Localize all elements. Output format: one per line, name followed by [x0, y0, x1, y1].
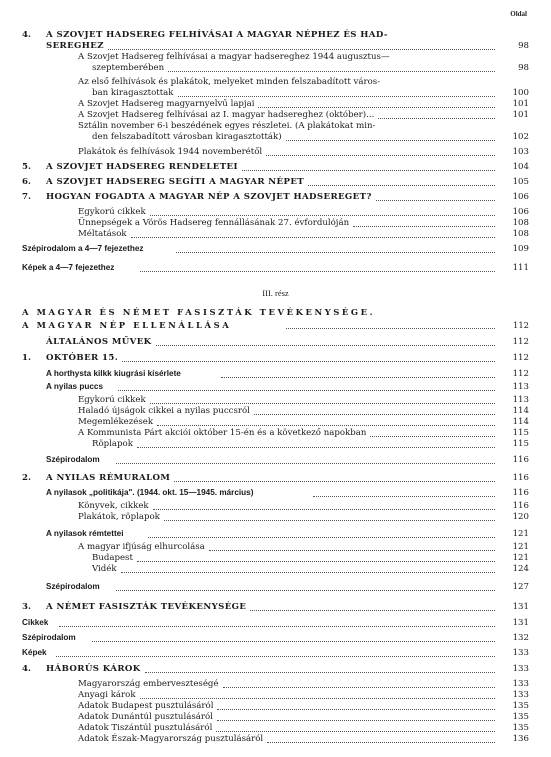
entry-title: HÁBORÚS KÁROK — [46, 664, 141, 674]
leader-dots — [308, 185, 495, 186]
leader-dots — [376, 200, 495, 201]
toc-entry — [0, 601, 551, 613]
chapter-number: 2. — [22, 473, 31, 483]
toc-entry — [0, 176, 551, 188]
page-number: 136 — [512, 734, 529, 744]
entry-title: A horthysta kilkk kiugrási kísérlete — [46, 369, 181, 378]
page-number: 132 — [512, 633, 529, 643]
toc-entry — [0, 243, 551, 255]
toc-entry — [0, 131, 551, 143]
toc-entry — [0, 191, 551, 203]
entry-title: Ünnepségek a Vörös Hadsereg fennállásának 27. évfordulóján — [78, 218, 350, 228]
entry-title: Anyagi károk — [78, 690, 136, 700]
leader-dots — [148, 537, 495, 538]
page-number: 100 — [512, 88, 529, 98]
leader-dots — [131, 237, 495, 238]
chapter-number: 3. — [22, 602, 31, 612]
leader-dots — [313, 496, 495, 497]
leader-dots — [56, 656, 495, 657]
leader-dots — [209, 550, 495, 551]
entry-title: HOGYAN FOGADTA A MAGYAR NÉP A SZOVJET HADSEREGET? — [46, 192, 372, 202]
entry-title: szeptemberében — [92, 63, 165, 73]
entry-title: Cikkek — [22, 618, 49, 627]
leader-dots — [353, 226, 495, 227]
entry-title: Szépirodalom — [46, 455, 100, 464]
toc-entry — [0, 617, 551, 629]
part-label: III. rész — [262, 288, 289, 298]
page-number: 121 — [512, 553, 529, 563]
chapter-number: 5. — [22, 162, 31, 172]
leader-dots — [137, 447, 495, 448]
entry-title: OKTÓBER 15. — [46, 353, 119, 363]
page-number: 111 — [512, 263, 529, 273]
toc-entry — [0, 62, 551, 74]
page-number: 112 — [513, 320, 529, 330]
page-number: 116 — [512, 455, 529, 465]
entry-title: A NYILAS RÉMURALOM — [46, 473, 171, 483]
page-number: 124 — [512, 564, 529, 574]
entry-title: A Szovjet Hadsereg magyarnyelvű lapjai — [78, 99, 255, 109]
page-number: 113 — [512, 382, 529, 392]
entry-title: A nyilas puccs — [46, 382, 104, 391]
entry-title: Könyvek, cikkek — [78, 501, 149, 511]
toc-entry — [0, 368, 551, 380]
leader-dots — [137, 561, 495, 562]
page-number: 121 — [512, 542, 529, 552]
entry-title: A NÉMET FASISZTÁK TEVÉKENYSÉGE — [46, 602, 247, 612]
leader-dots — [216, 731, 495, 732]
page-number: 133 — [512, 679, 529, 689]
entry-title: Egykorú cikkek — [78, 207, 146, 217]
leader-dots — [145, 672, 495, 673]
leader-dots — [168, 71, 495, 72]
entry-title: Méltatások — [78, 229, 127, 239]
entry-title: Szépirodalom — [46, 582, 100, 591]
page-number: 101 — [512, 99, 529, 109]
leader-dots — [150, 215, 495, 216]
leader-dots — [150, 403, 495, 404]
entry-title: Megemlékezések — [78, 417, 154, 427]
page-number: 108 — [512, 218, 529, 228]
page-number: 135 — [512, 701, 529, 711]
leader-dots — [266, 155, 495, 156]
entry-title: Adatok Dunántúl pusztulásáról — [78, 712, 213, 722]
page-number: 109 — [512, 244, 529, 254]
toc-entry — [0, 262, 551, 274]
entry-title: Szépirodalom — [22, 633, 76, 642]
page-number: 131 — [512, 602, 529, 612]
page-number: 106 — [512, 207, 529, 217]
entry-title: Magyarország emberveszteségé — [78, 679, 219, 689]
leader-dots — [156, 345, 495, 346]
toc-entry — [0, 381, 551, 393]
toc-entry — [0, 733, 551, 745]
leader-dots — [122, 361, 495, 362]
page-number: 98 — [518, 41, 529, 51]
chapter-number: 6. — [22, 177, 31, 187]
part-title-text-1: A MAGYAR ÉS NÉMET FASISZTÁK TEVÉKENYSÉGE. — [22, 307, 376, 317]
page-number: 133 — [512, 664, 529, 674]
page-number: 112 — [512, 353, 529, 363]
entry-title: Adatok Tiszántúl pusztulásáról — [78, 723, 213, 733]
leader-dots — [378, 118, 495, 119]
entry-title: Képek — [22, 648, 47, 657]
leader-dots — [116, 463, 495, 464]
page-number: 133 — [512, 690, 529, 700]
page-number: 127 — [512, 582, 529, 592]
page-number: 116 — [512, 488, 529, 498]
chapter-number: 4. — [22, 664, 31, 674]
toc-entry — [0, 511, 551, 523]
page-number: 135 — [512, 712, 529, 722]
entry-title: Plakátok és felhívások 1944 novemberétől — [78, 147, 263, 157]
entry-title: A Szovjet Hadsereg felhívásai az I. magyar hadsereghez (október)... — [78, 110, 375, 120]
leader-dots — [223, 687, 495, 688]
entry-title: Haladó újságok cikkei a nyilas puccsról — [78, 406, 250, 416]
leader-dots — [267, 742, 495, 743]
toc-entry — [0, 528, 551, 540]
entry-title: A nyilasok rémtettei — [46, 529, 124, 538]
leader-dots — [116, 590, 495, 591]
leader-dots — [118, 390, 495, 391]
leader-dots — [164, 520, 495, 521]
entry-title: ÁLTALÁNOS MŰVEK — [46, 337, 152, 347]
chapter-number: 1. — [22, 353, 31, 363]
leader-dots — [178, 96, 495, 97]
page-number: 135 — [512, 723, 529, 733]
leader-dots — [242, 170, 495, 171]
page-number: 114 — [512, 406, 529, 416]
leader-dots — [217, 709, 495, 710]
leader-dots — [59, 626, 495, 627]
leader-dots — [153, 509, 495, 510]
toc-entry — [0, 563, 551, 575]
toc-entry — [0, 336, 551, 348]
toc-entry — [0, 487, 551, 499]
leader-dots — [174, 481, 495, 482]
toc-entry — [0, 438, 551, 450]
page-number: 133 — [512, 648, 529, 658]
toc-entry — [0, 146, 551, 158]
page-number: 108 — [512, 229, 529, 239]
toc-entry — [0, 472, 551, 484]
page-number: 101 — [512, 110, 529, 120]
page-number: 116 — [512, 501, 529, 511]
toc-entry — [0, 161, 551, 173]
toc-entry — [0, 647, 551, 659]
leader-dots — [176, 252, 495, 253]
leader-dots — [250, 610, 495, 611]
leader-dots — [221, 377, 495, 378]
leader-dots — [140, 271, 495, 272]
chapter-number: 7. — [22, 192, 31, 202]
page-number: 115 — [512, 428, 529, 438]
page-number: 120 — [512, 512, 529, 522]
entry-title: A Szovjet Hadsereg felhívásai a magyar hadsereghez 1944 augusztus— — [78, 52, 390, 62]
leader-dots — [258, 107, 495, 108]
entry-title: Az első felhívások és plakátok, melyeket minden felszabadított város- — [78, 77, 381, 87]
leader-dots — [286, 328, 495, 329]
page-number: 121 — [512, 529, 529, 539]
entry-title: A Kommunista Párt akciói október 15-én és a következő napokban — [78, 428, 367, 438]
page-number: 114 — [512, 417, 529, 427]
leader-dots — [370, 436, 495, 437]
part-title-text-2: A MAGYAR NÉP ELLENÁLLÁSA — [22, 320, 232, 330]
entry-title: Vidék — [92, 564, 117, 574]
entry-title: Képek a 4—7 fejezethez — [22, 263, 115, 272]
page-number: 106 — [512, 192, 529, 202]
entry-title: den felszabadított városban kiragasztották) — [92, 132, 282, 142]
entry-title: Budapest — [92, 553, 133, 563]
entry-title: Egykorú cikkek — [78, 395, 146, 405]
page-number: 104 — [512, 162, 529, 172]
entry-title: A SZOVJET HADSEREG SEGÍTI A MAGYAR NÉPET — [46, 177, 305, 187]
page-column-header: Oldal — [510, 10, 527, 18]
page-number: 112 — [512, 337, 529, 347]
page-number: 112 — [512, 369, 529, 379]
toc-entry — [0, 581, 551, 593]
entry-title: Szépirodalom a 4—7 fejezethez — [22, 244, 144, 253]
toc-entry — [0, 352, 551, 364]
toc-entry — [0, 632, 551, 644]
entry-title: Sztálin november 6-i beszédének egyes részletei. (A plakátokat min- — [78, 121, 376, 131]
page-number: 98 — [518, 63, 529, 73]
entry-title: A SZOVJET HADSEREG RENDELETEI — [46, 162, 238, 172]
leader-dots — [217, 720, 495, 721]
entry-title: A SZOVJET HADSEREG FELHÍVÁSAI A MAGYAR NÉPHEZ ÉS HAD- — [46, 30, 388, 40]
part-title-line-2 — [0, 319, 551, 331]
entry-title: Plakátok, röplapok — [78, 512, 160, 522]
entry-title: ban kiragasztottak — [92, 88, 174, 98]
toc-entry — [0, 228, 551, 240]
page-number: 131 — [512, 618, 529, 628]
leader-dots — [121, 572, 495, 573]
page-number: 115 — [512, 439, 529, 449]
chapter-number: 4. — [22, 30, 31, 40]
leader-dots — [254, 414, 495, 415]
entry-title: A nyilasok „politikája". (1944. okt. 15—1945. március) — [46, 488, 254, 497]
leader-dots — [108, 49, 495, 50]
page-number: 102 — [512, 132, 529, 142]
leader-dots — [140, 698, 495, 699]
entry-title: Adatok Budapest pusztulásáról — [78, 701, 214, 711]
entry-title: SEREGHEZ — [46, 41, 104, 51]
entry-title: Adatok Észak-Magyarország pusztulásáról — [78, 734, 264, 744]
leader-dots — [286, 140, 495, 141]
leader-dots — [157, 425, 495, 426]
part-title-line-1 — [0, 306, 551, 318]
toc-entry — [0, 454, 551, 466]
page-number: 105 — [512, 177, 529, 187]
leader-dots — [92, 641, 495, 642]
entry-title: Röplapok — [92, 439, 133, 449]
page-number: 116 — [512, 473, 529, 483]
page-number: 103 — [512, 147, 529, 157]
page-number: 113 — [512, 395, 529, 405]
entry-title: A magyar ifjúság elhurcolása — [78, 542, 205, 552]
toc-entry — [0, 663, 551, 675]
